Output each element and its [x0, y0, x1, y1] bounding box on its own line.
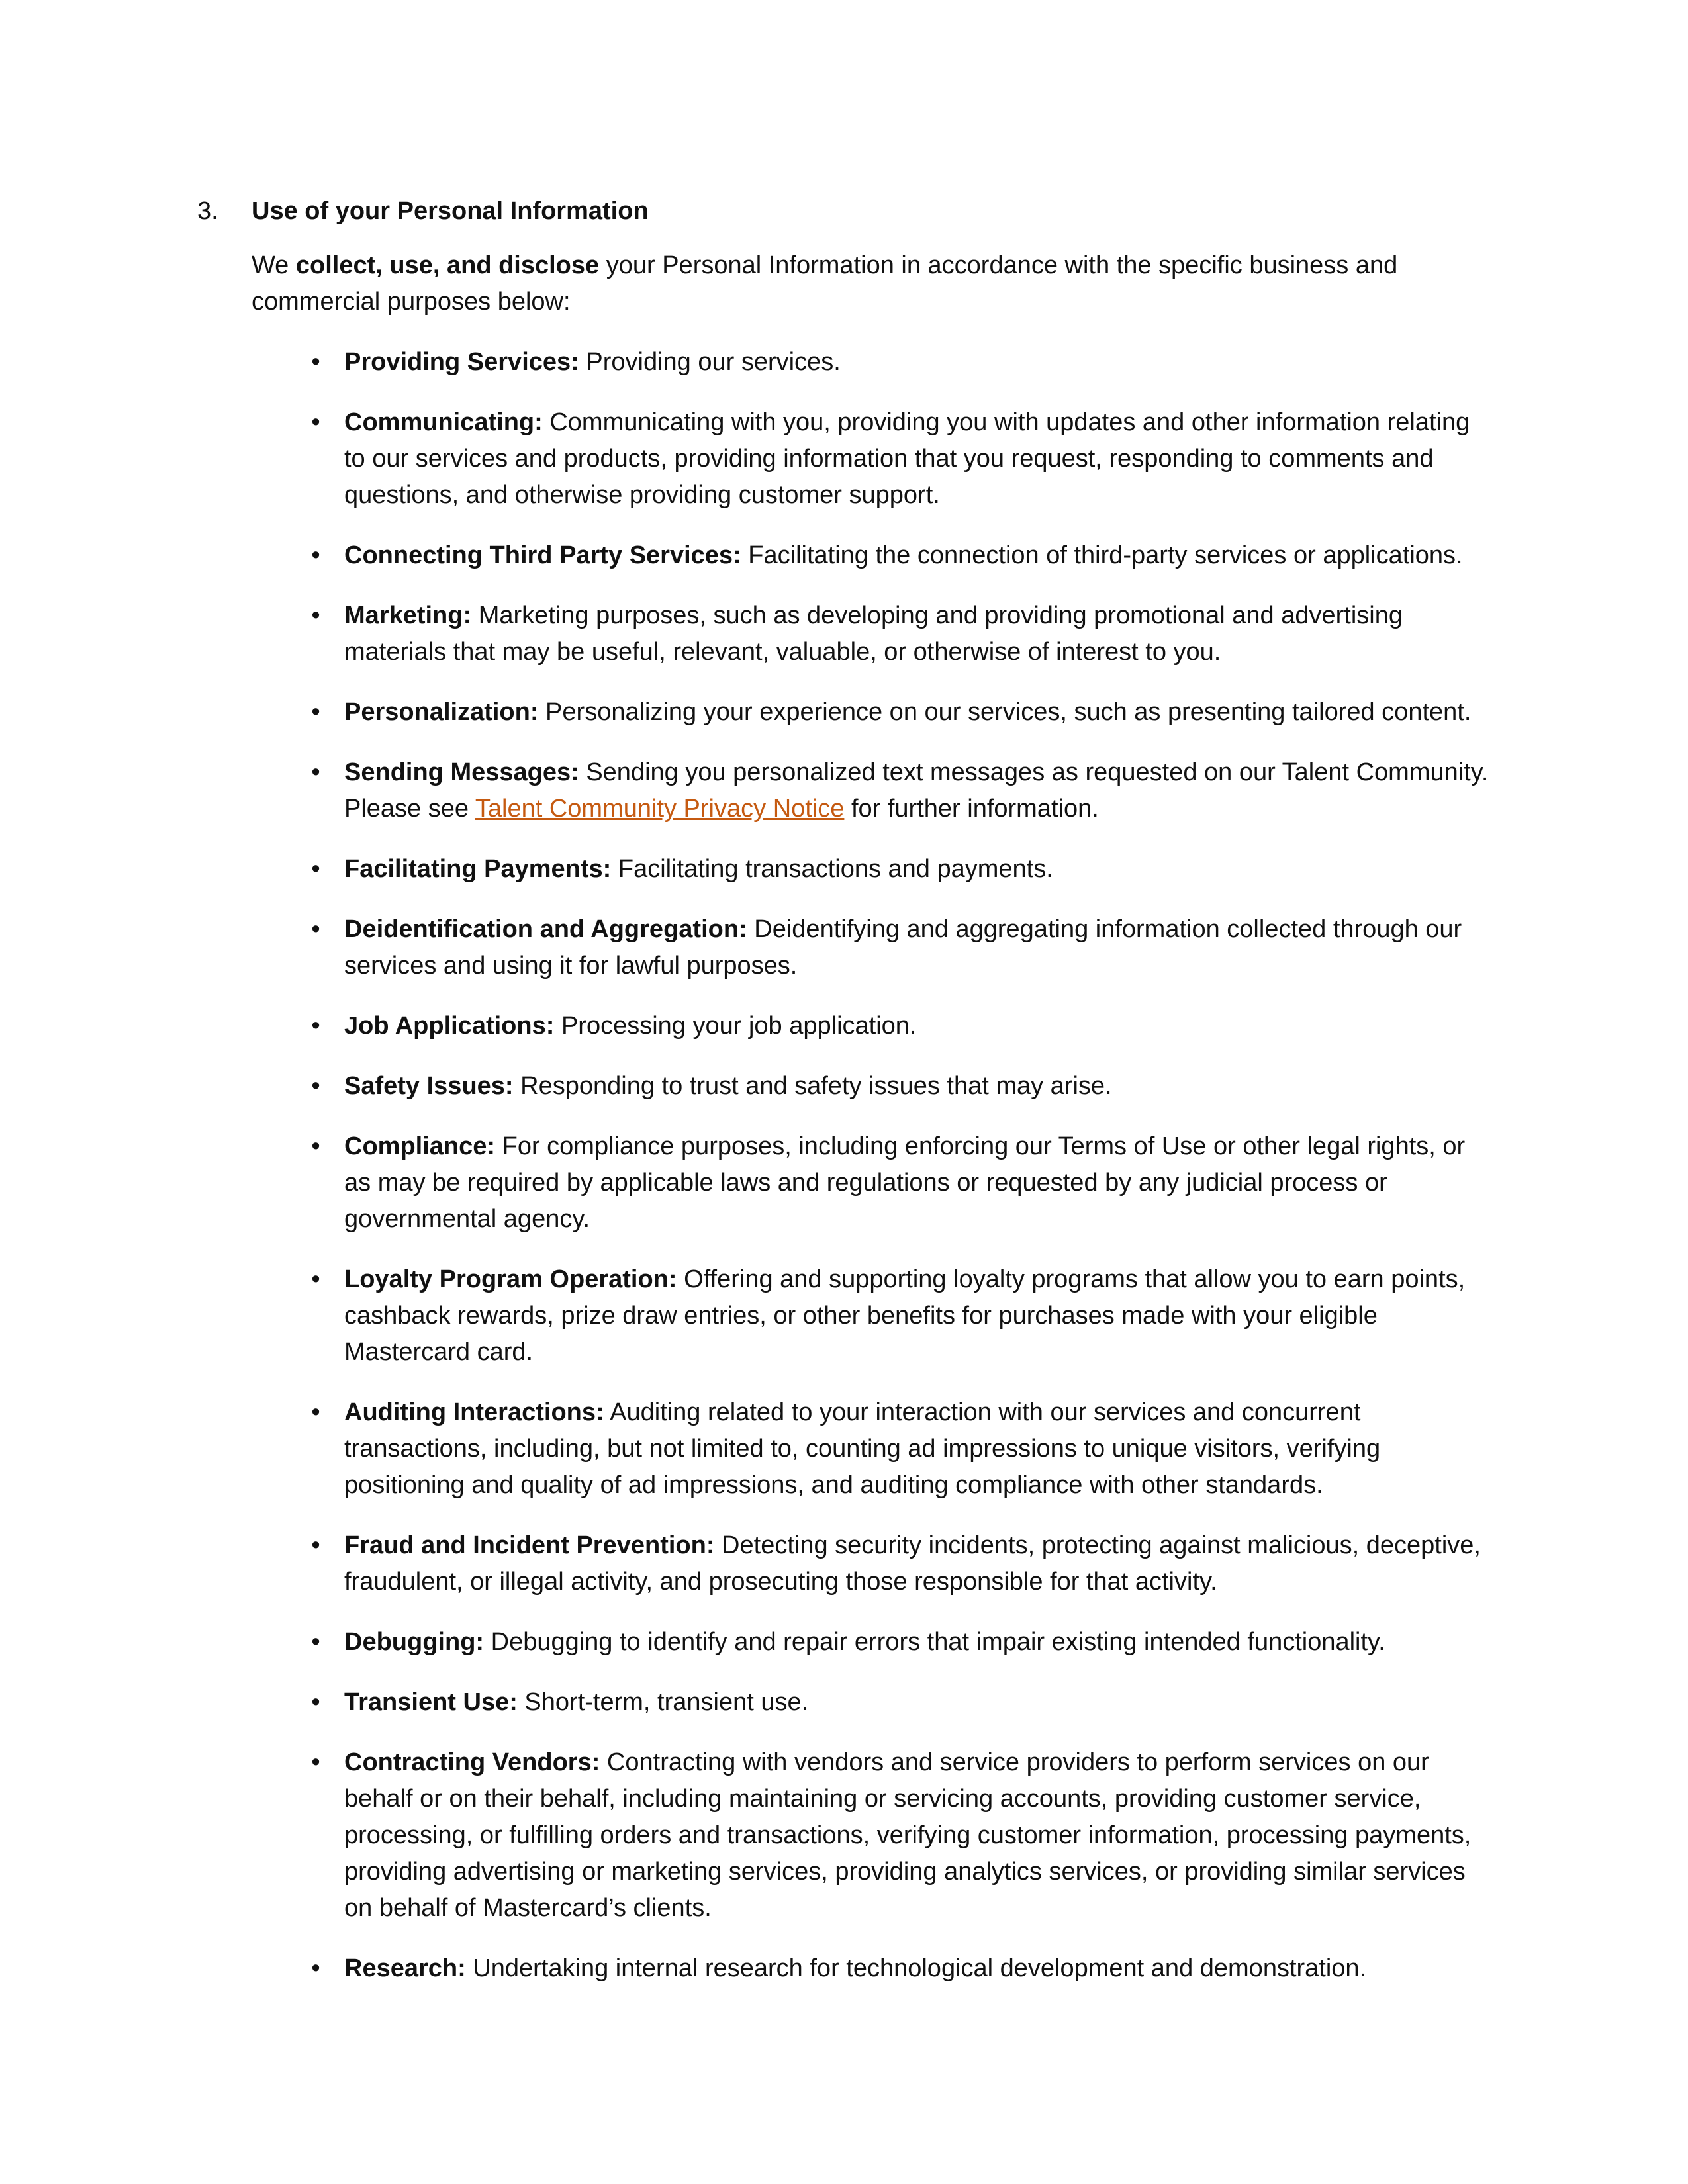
intro-paragraph [252, 248, 1496, 320]
bullet-icon: • [311, 1072, 320, 1100]
purpose-term: Facilitating Payments: [344, 855, 612, 883]
section-title: Use of your Personal Information [252, 197, 649, 225]
purpose-term: Loyalty Program Operation: [344, 1265, 677, 1293]
purpose-text: Short-term, transient use. [517, 1688, 809, 1716]
intro-bold: collect, use, and disclose [295, 251, 600, 279]
list-item [311, 911, 1489, 984]
purpose-term: Fraud and Incident Prevention: [344, 1531, 715, 1559]
purpose-text: Undertaking internal research for technological development and demonstration. [465, 1954, 1367, 1982]
bullet-icon: • [311, 1132, 320, 1160]
list-item [311, 1950, 1489, 1987]
list-item [311, 404, 1489, 514]
section-number: 3. [197, 197, 218, 225]
purpose-text: Facilitating transactions and payments. [611, 855, 1053, 883]
list-item [311, 344, 1489, 381]
list-item [311, 598, 1489, 670]
bullet-icon: • [311, 1398, 320, 1426]
talent-community-privacy-notice-link[interactable]: Talent Community Privacy Notice [475, 795, 845, 823]
list-item [311, 1684, 1489, 1721]
purpose-term: Safety Issues: [344, 1072, 514, 1100]
purpose-term: Auditing Interactions: [344, 1398, 604, 1426]
bullet-icon: • [311, 758, 320, 786]
purpose-text: Auditing related to your interaction with our services and concurrent transactions, including, but not limited to, counting ad impressions to unique visitors, verifying positioning and quality of ad impressions, and auditing compliance with other standards. [344, 1398, 1381, 1499]
purpose-text: Communicating with you, providing you with updates and other information relating to our services and products, providing information that you request, responding to comments and questions, and otherwise providing customer support. [344, 408, 1470, 509]
list-item [311, 1527, 1489, 1600]
bullet-icon: • [311, 698, 320, 726]
bullet-icon: • [311, 408, 320, 436]
purpose-term: Research: [344, 1954, 466, 1982]
list-item [311, 1261, 1489, 1371]
purpose-term: Deidentification and Aggregation: [344, 915, 747, 943]
bullet-icon: • [311, 915, 320, 943]
purpose-term: Transient Use: [344, 1688, 518, 1716]
list-item [311, 1745, 1489, 1927]
bullet-icon: • [311, 855, 320, 883]
list-item [311, 537, 1489, 574]
purpose-text: Providing our services. [579, 348, 841, 376]
purpose-text: Deidentifying and aggregating information collected through our services and using it for lawful purposes. [344, 915, 1462, 979]
purpose-term: Compliance: [344, 1132, 496, 1160]
bullet-icon: • [311, 1012, 320, 1040]
purpose-text-after: for further information. [844, 795, 1099, 823]
purpose-text: Marketing purposes, such as developing and providing promotional and advertising materials that may be useful, relevant, valuable, or otherwise of interest to you. [344, 602, 1403, 666]
bullet-icon: • [311, 1265, 320, 1293]
purposes-list [197, 344, 1508, 1987]
bullet-icon: • [311, 541, 320, 569]
list-item [311, 694, 1489, 731]
list-item [311, 1068, 1489, 1105]
bullet-icon: • [311, 1628, 320, 1656]
purpose-text: Debugging to identify and repair errors that impair existing intended functionality. [484, 1628, 1385, 1656]
purpose-term: Job Applications: [344, 1012, 555, 1040]
purpose-term: Contracting Vendors: [344, 1749, 600, 1776]
bullet-icon: • [311, 1531, 320, 1559]
purpose-text: Detecting security incidents, protecting against malicious, deceptive, fraudulent, or illegal activity, and prosecuting those responsible for that activity. [344, 1531, 1481, 1596]
list-item [311, 1008, 1489, 1044]
list-item [311, 1128, 1489, 1238]
bullet-icon: • [311, 1688, 320, 1716]
purpose-text: Contracting with vendors and service providers to perform services on our behalf or on their behalf, including maintaining or servicing accounts, providing customer service, processing, or fulfilling orders and transactions, verifying customer information, processing payments, providing advertising or marketing services, providing analytics services, or providing similar services on behalf of Mastercard’s clients. [344, 1749, 1472, 1922]
purpose-term: Sending Messages: [344, 758, 579, 786]
list-item [311, 1624, 1489, 1661]
purpose-term: Communicating: [344, 408, 543, 436]
purpose-term: Marketing: [344, 602, 472, 629]
purpose-text: Facilitating the connection of third-party services or applications. [741, 541, 1463, 569]
purpose-text: Responding to trust and safety issues that may arise. [513, 1072, 1112, 1100]
bullet-icon: • [311, 602, 320, 629]
purpose-term: Personalization: [344, 698, 539, 726]
list-item [311, 851, 1489, 887]
bullet-icon: • [311, 1954, 320, 1982]
purpose-term: Providing Services: [344, 348, 579, 376]
purpose-text: Processing your job application. [554, 1012, 917, 1040]
bullet-icon: • [311, 348, 320, 376]
list-item [311, 754, 1489, 827]
bullet-icon: • [311, 1749, 320, 1776]
intro-suffix: your Personal Information in accordance with the specific business and commercial purposes below: [252, 251, 1398, 316]
purpose-text: Personalizing your experience on our services, such as presenting tailored content. [538, 698, 1472, 726]
list-item [311, 1394, 1489, 1504]
purpose-text: Sending you personalized text messages as requested on our Talent Community. Please see [344, 758, 1489, 823]
section-heading [197, 193, 1508, 229]
intro-prefix: We [252, 251, 296, 279]
purpose-term: Connecting Third Party Services: [344, 541, 741, 569]
purpose-text: Offering and supporting loyalty programs that allow you to earn points, cashback rewards, prize draw entries, or other benefits for purchases made with your eligible Mastercard card. [344, 1265, 1466, 1366]
purpose-term: Debugging: [344, 1628, 485, 1656]
section-use-of-personal-information [197, 193, 1508, 2011]
purpose-text: For compliance purposes, including enforcing our Terms of Use or other legal rights, or as may be required by applicable laws and regulations or requested by any judicial process or governmental agency. [344, 1132, 1466, 1233]
